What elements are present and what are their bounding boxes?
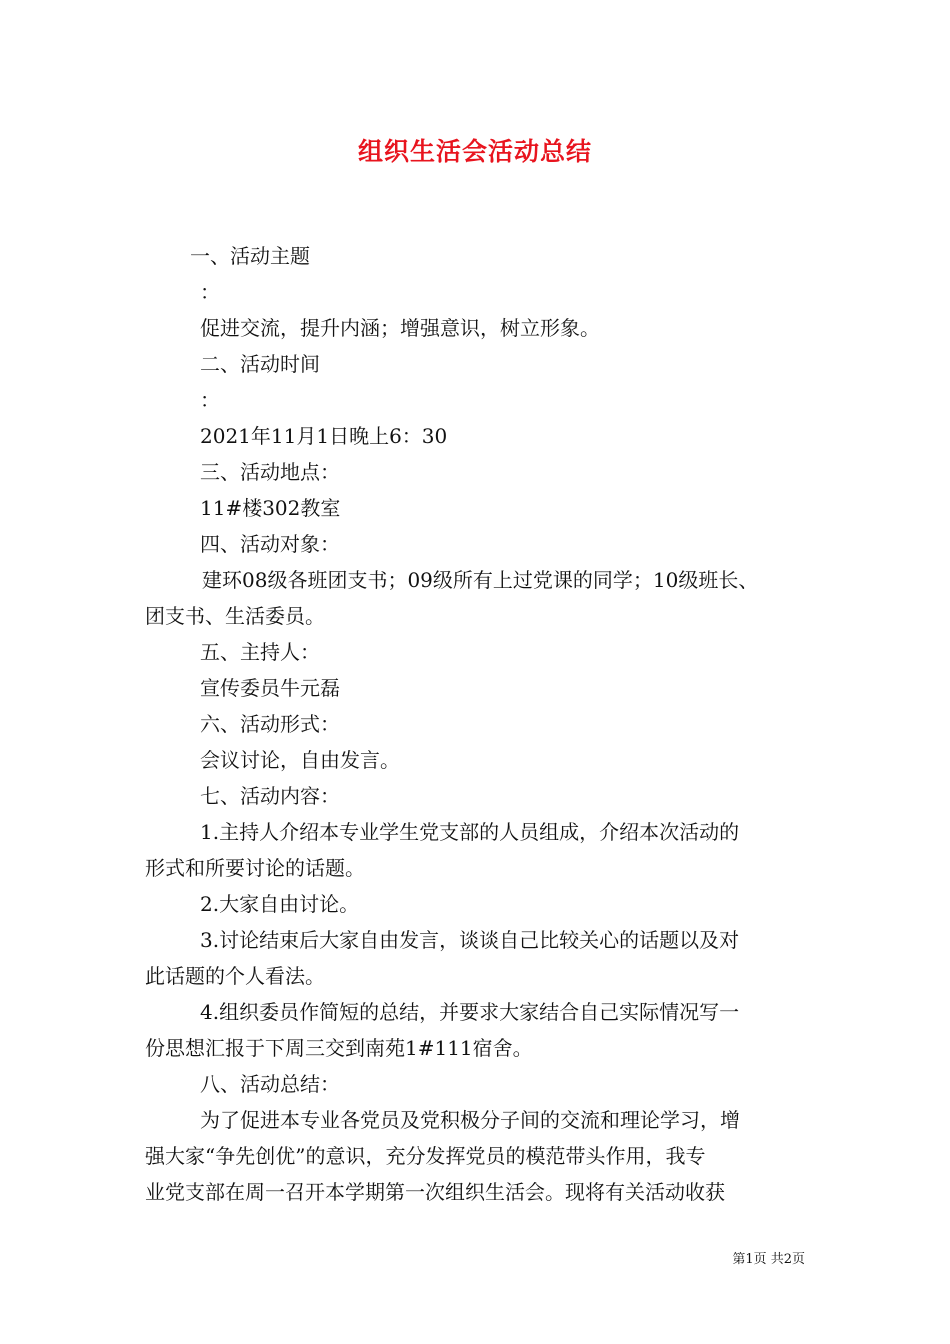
text-line: 宣传委员牛元磊 [200, 676, 340, 700]
section-heading-host: 五、主持人： [200, 640, 320, 664]
section-heading-time: 二、活动时间 [200, 352, 320, 376]
section-heading-theme: 一、活动主题 [190, 244, 310, 268]
section-heading-summary: 八、活动总结： [200, 1072, 340, 1096]
section-heading-format: 六、活动形式： [200, 712, 340, 736]
text-line: 此话题的个人看法。 [145, 964, 325, 988]
text-line: 建环08级各班团支书；09级所有上过党课的同学；10级班长、 [202, 568, 759, 592]
text-line: 团支书、生活委员。 [145, 604, 325, 628]
text-line: 强大家“争先创优”的意识，充分发挥党员的模范带头作用，我专 [145, 1144, 706, 1168]
text-line: 2021年11月1日晚上6：30 [200, 424, 448, 448]
text-line: 促进交流，提升内涵；增强意识，树立形象。 [200, 316, 600, 340]
text-line: ： [200, 280, 220, 304]
page-number-footer: 第1页 共2页 [732, 1252, 805, 1267]
text-line: 形式和所要讨论的话题。 [145, 856, 365, 880]
section-heading-content: 七、活动内容： [200, 784, 340, 808]
text-line: ： [200, 388, 220, 412]
text-line: 4.组织委员作简短的总结，并要求大家结合自己实际情况写一 [200, 1000, 740, 1024]
section-heading-audience: 四、活动对象： [200, 532, 340, 556]
text-line: 11#楼302教室 [200, 496, 341, 520]
text-line: 会议讨论，自由发言。 [200, 748, 400, 772]
text-line: 为了促进本专业各党员及党积极分子间的交流和理论学习，增 [200, 1108, 740, 1132]
document-title: 组织生活会活动总结 [357, 137, 592, 166]
text-line: 份思想汇报于下周三交到南苑1#111宿舍。 [145, 1036, 533, 1060]
text-line: 业党支部在周一召开本学期第一次组织生活会。现将有关活动收获 [145, 1180, 725, 1204]
text-line: 1.主持人介绍本专业学生党支部的人员组成，介绍本次活动的 [200, 820, 740, 844]
text-line: 3.讨论结束后大家自由发言，谈谈自己比较关心的话题以及对 [200, 928, 740, 952]
section-heading-location: 三、活动地点： [200, 460, 340, 484]
text-line: 2.大家自由讨论。 [200, 892, 360, 916]
